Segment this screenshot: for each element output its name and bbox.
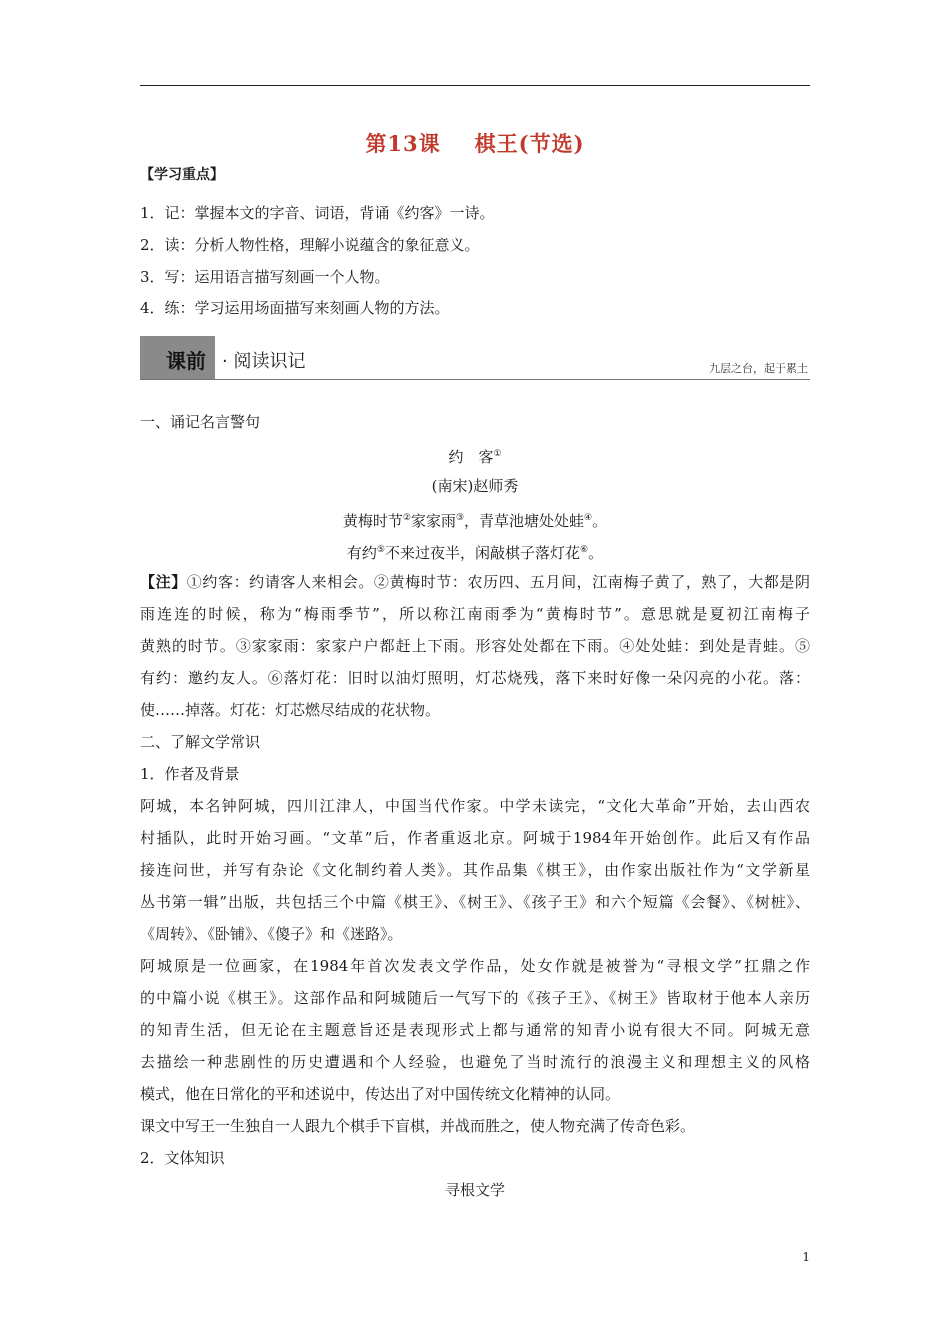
section-heading: 二、了解文学常识 [140,733,261,751]
lesson-name: 棋王(节选) [474,131,585,156]
subsection-heading: 1．作者及背景 [140,765,240,783]
poem-line: 有约⑤不来过夜半，闲敲棋子落灯花⑥。 [346,544,604,562]
note-label: 【注】 [140,573,187,591]
poem-author: (南宋)赵师秀 [431,477,519,495]
section-heading: 一、诵记名言警句 [140,413,261,431]
section-banner [140,336,810,381]
goal-item: 3．写：运用语言描写刻画一个人物。 [140,268,390,286]
paragraph-line: 村插队，此时开始习画。“文革”后，作者重返北京。阿城于1984年开始创作。此后又有作品 [140,829,810,847]
banner-rule [140,379,810,380]
poem-title: 约 客① [448,448,502,466]
note-line: 有约：邀约友人。⑥落灯花：旧时以油灯照明，灯芯烧残，落下来时好像一朵闪亮的小花。落： [140,669,810,687]
paragraph-line: 的中篇小说《棋王》。这部作品和阿城随后一气写下的《孩子王》、《树王》皆取材于他本人亲历 [140,989,810,1007]
goal-item: 4．练：学习运用场面描写来刻画人物的方法。 [140,299,450,317]
goal-item: 1．记：掌握本文的字音、词语，背诵《约客》一诗。 [140,204,495,222]
goal-item: 2．读：分析人物性格，理解小说蕴含的象征意义。 [140,236,480,254]
paragraph-line: 课文中写王一生独自一人跟九个棋手下盲棋，并战而胜之，使人物充满了传奇色彩。 [140,1117,696,1135]
paragraph-line: 丛书第一辑”出版，共包括三个中篇《棋王》、《树王》、《孩子王》和六个短篇《会餐》、《树桩》、 [140,893,810,911]
header-rule [140,85,810,86]
paragraph-line: 接连问世，并写有杂论《文化制约着人类》。其作品集《棋王》，由作家出版社作为“文学新星 [140,861,810,879]
paragraph-line: 阿城原是一位画家，在1984年首次发表文学作品，处女作就是被誉为“寻根文学”扛鼎之作 [140,957,810,975]
paragraph-line: 《周转》、《卧铺》、《傻子》和《迷路》。 [140,925,403,943]
paragraph-line: 模式，他在日常化的平和述说中，传达出了对中国传统文化精神的认同。 [140,1085,621,1103]
poem-line: 黄梅时节②家家雨③，青草池塘处处蛙④。 [342,512,608,530]
page-number: 1 [802,1250,810,1264]
genre-title: 寻根文学 [444,1181,505,1199]
paragraph-line: 去描绘一种悲剧性的历史遭遇和个人经验，也避免了当时流行的浪漫主义和理想主义的风格 [140,1053,810,1071]
subsection-heading: 2．文体知识 [140,1149,225,1167]
banner-motto: 九层之台，起于累土 [709,362,808,375]
lesson-number: 第13课 [365,131,441,156]
page-title [0,128,950,158]
study-focus-label: 【学习重点】 [140,167,224,183]
banner-subtitle: · 阅读识记 [222,351,306,372]
note-line: 使……掉落。灯花：灯芯燃尽结成的花状物。 [140,701,441,719]
paragraph-line: 阿城，本名钟阿城，四川江津人，中国当代作家。中学未读完，“文化大革命”开始，去山西农 [140,797,810,815]
paragraph-line: 的知青生活，但无论在主题意旨还是表现形式上都与通常的知青小说有很大不同。阿城无意 [140,1021,810,1039]
note-line: 雨连连的时候，称为“梅雨季节”，所以称江南雨季为“黄梅时节”。意思就是夏初江南梅子 [140,605,810,623]
note-line: 黄熟的时节。③家家雨：家家户户都赶上下雨。形容处处都在下雨。④处处蛙：到处是青蛙。⑤ [140,637,810,655]
note-line: 【注】①约客：约请客人来相会。②黄梅时节：农历四、五月间，江南梅子黄了，熟了，大都是阴 [140,573,810,591]
banner-title: 课前 [166,349,206,373]
